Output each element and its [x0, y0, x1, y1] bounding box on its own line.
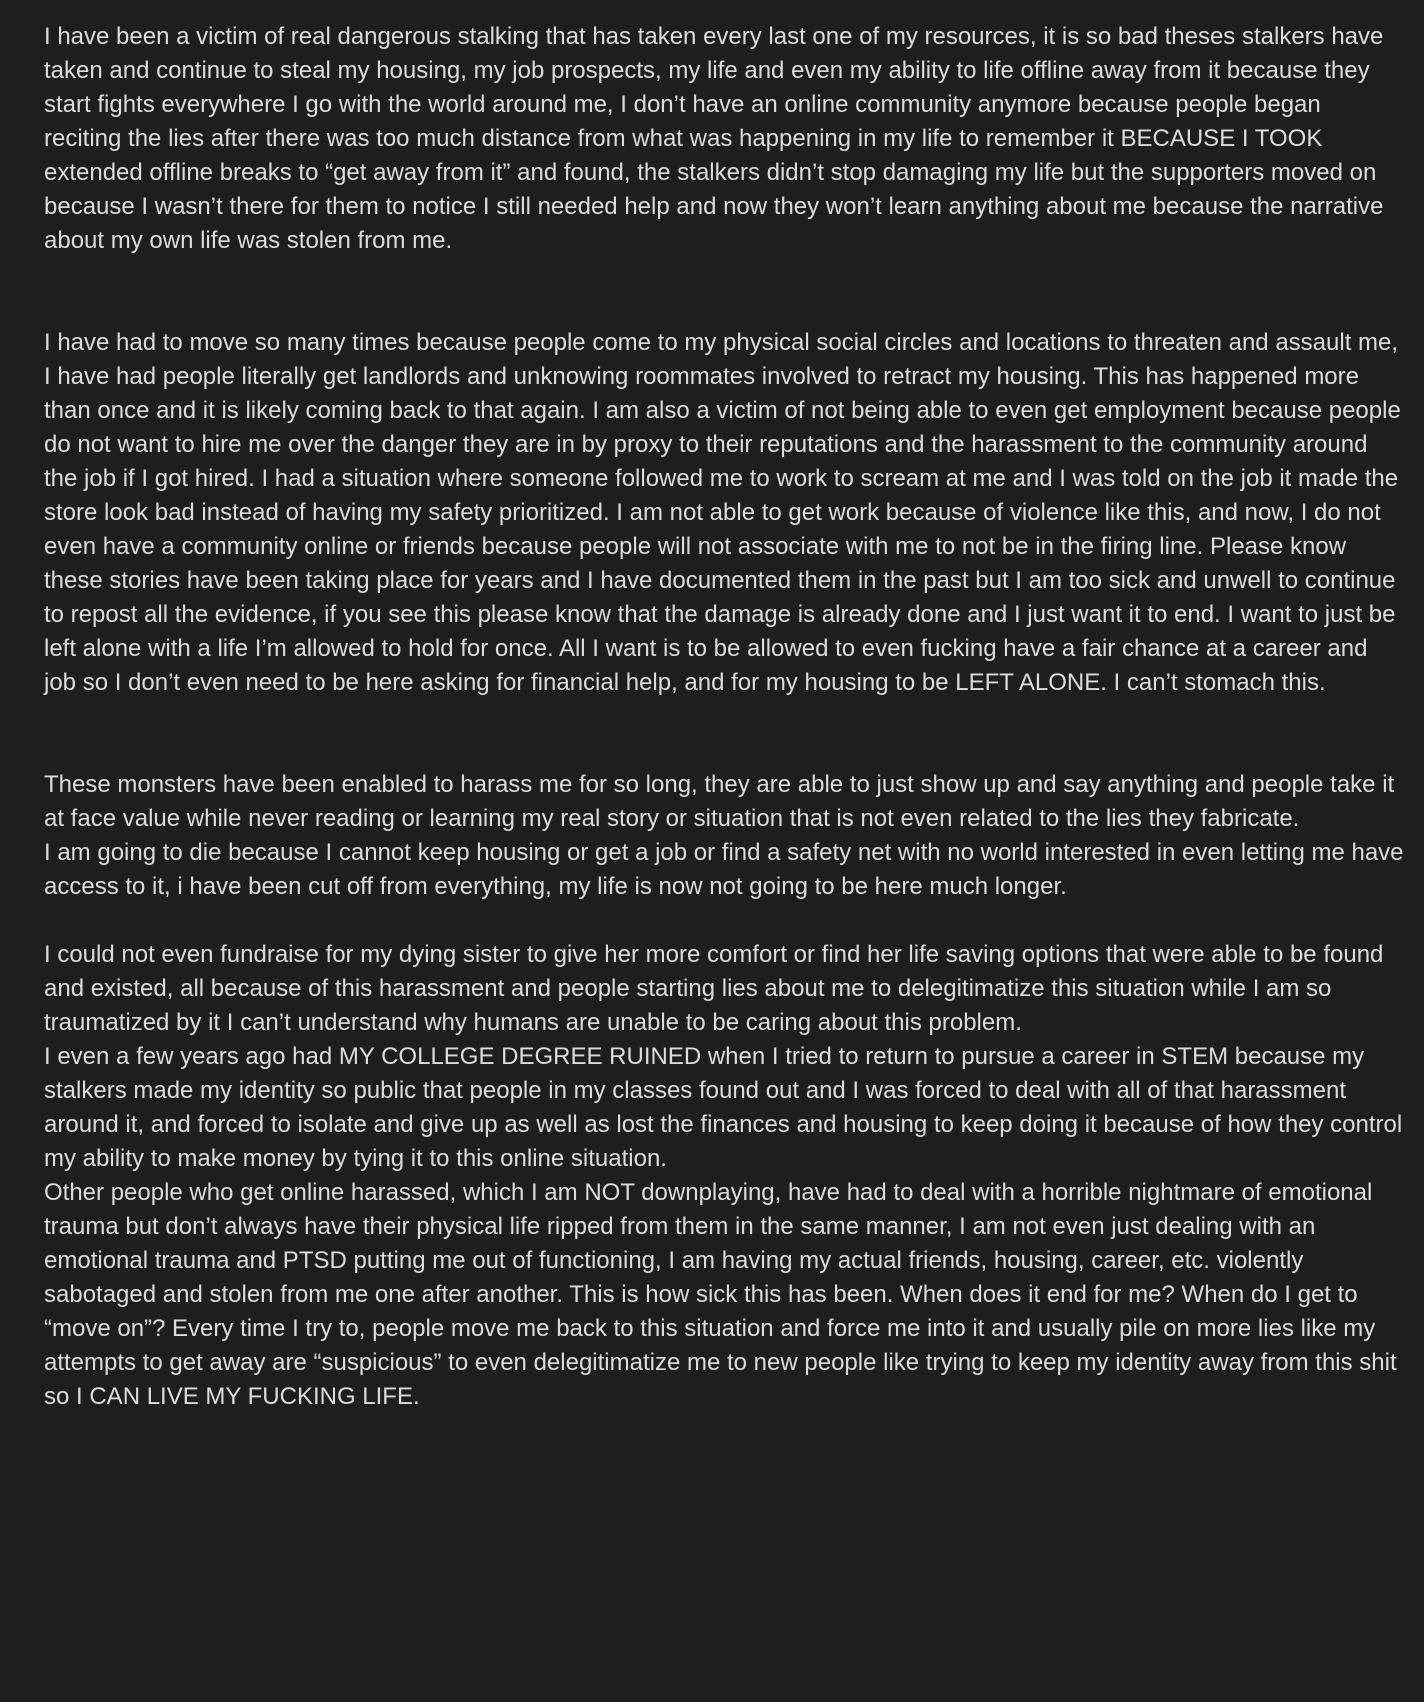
- paragraph-housing-employment: I have had to move so many times because people come to my physical social circles and locations to threaten and assault me, I have had people literally get landlords and unknowing roommates involved to retract my housing. This has happened more than once and it is likely coming back to that again. I am also a victim of not being able to even get employment because people do not want to hire me over the danger they are in by proxy to their reputations and the harassment to the community around the job if I got hired. I had a situation where someone followed me to work to scream at me and I was told on the job it made the store look bad instead of having my safety prioritized. I am not able to get work because of violence like this, and now, I do not even have a community online or friends because people will not associate with me to not be in the firing line. Please know these stories have been taking place for years and I have documented them in the past but I am too sick and unwell to continue to repost all the evidence, if you see this please know that the damage is already done and I just want it to end. I want to just be left alone with a life I’m allowed to hold for once. All I want is to be allowed to even fucking have a fair chance at a career and job so I don’t even need to be here asking for financial help, and for my housing to be LEFT ALONE. I can’t stomach this.: [44, 329, 1401, 696]
- paragraph-stalking-intro: I have been a victim of real dangerous stalking that has taken every last one of my resources, it is so bad theses stalkers have taken and continue to steal my housing, my job prospects, my life and even my ability to life offline away from it because they start fights everywhere I go with the world around me, I don’t have an online community anymore because people began reciting the lies after there was too much distance from what was happening in my life to remember it BECAUSE I TOOK extended offline breaks to “get away from it” and found, the stalkers didn’t stop damaging my life but the supporters moved on because I wasn’t there for them to notice I still needed help and now they won’t learn anything about me because the narrative about my own life was stolen from me.: [44, 23, 1384, 254]
- paragraph-other-people: Other people who get online harassed, which I am NOT downplaying, have had to deal with a horrible nightmare of emotional trauma but don’t always have their physical life ripped from them in the same manner, I am not even just dealing with an emotional trauma and PTSD putting me out of functioning, I am having my actual friends, housing, career, etc. violently sabotaged and stolen from me one after another. This is how sick this has been. When does it end for me? When do I get to “move on”? Every time I try to, people move me back to this situation and force me into it and usually pile on more lies like my attempts to get away are “suspicious” to even delegitimatize me to new people like trying to keep my identity away from this shit so I CAN LIVE MY FUCKING LIFE.: [44, 1179, 1397, 1410]
- paragraph-college-degree: I even a few years ago had MY COLLEGE DEGREE RUINED when I tried to return to pursue a career in STEM because my stalkers made my identity so public that people in my classes found out and I was forced to deal with all of that harassment around it, and forced to isolate and give up as well as lost the finances and housing to keep doing it because of how they control my ability to make money by tying it to this online situation.: [44, 1043, 1403, 1172]
- paragraph-spacer: [44, 700, 1404, 768]
- paragraph-monsters: These monsters have been enabled to harass me for so long, they are able to just show up and say anything and people take it at face value while never reading or learning my real story or situation that is not even related to the lies they fabricate.: [44, 771, 1395, 832]
- paragraph-spacer: [44, 904, 1404, 938]
- paragraph-going-to-die: I am going to die because I cannot keep housing or get a job or find a safety net with no world interested in even letting me have access to it, i have been cut off from everything, my life is now not going to be here much longer.: [44, 839, 1404, 900]
- paragraph-sister-fundraise: I could not even fundraise for my dying sister to give her more comfort or find her life saving options that were able to be found and existed, all because of this harassment and people starting lies about me to delegitimatize this situation while I am so traumatized by it I can’t understand why humans are unable to be caring about this problem.: [44, 941, 1384, 1036]
- paragraph-spacer: [44, 258, 1404, 326]
- document-body: [44, 20, 1404, 1414]
